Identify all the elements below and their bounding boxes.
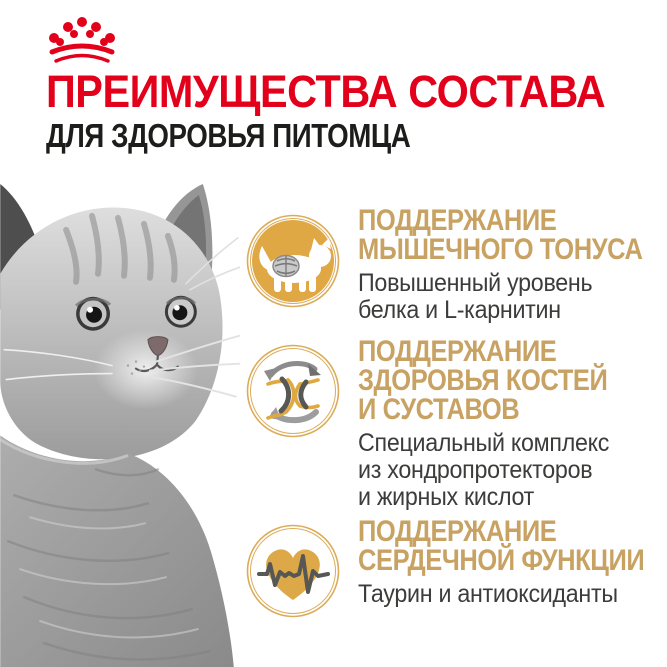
benefit-heading <box>358 335 608 426</box>
benefit-heading <box>358 204 643 266</box>
benefit-heading <box>358 515 645 577</box>
benefit-muscle-tone <box>246 206 646 324</box>
benefit-body-line: из хондропротекторов <box>358 456 593 484</box>
benefit-heading-line: СЕРДЕЧНОЙ ФУНКЦИИ <box>358 544 645 577</box>
benefit-heart-function <box>246 517 646 608</box>
benefit-body-line: Таурин и антиоксиданты <box>358 580 618 608</box>
benefit-body-line: белка и L-карнитин <box>358 296 561 324</box>
benefit-body <box>358 270 626 324</box>
benefit-heading-line: ЗДОРОВЬЯ КОСТЕЙ <box>358 364 608 397</box>
benefit-body <box>358 581 626 608</box>
benefit-body-line: и жирных кислот <box>358 483 535 511</box>
royal-canin-crown-icon <box>44 13 120 65</box>
benefit-heading-line: ПОДДЕРЖАНИЕ <box>358 204 557 237</box>
muscle-tone-icon <box>246 214 340 308</box>
gray-cat-photo <box>0 178 240 667</box>
page-title: ПРЕИМУЩЕСТВА СОСТАВА <box>46 66 606 117</box>
benefit-heading-line: ПОДДЕРЖАНИЕ <box>358 515 557 548</box>
benefit-heading-line: МЫШЕЧНОГО ТОНУСА <box>358 233 643 266</box>
benefit-body-line: Повышенный уровень <box>358 269 593 297</box>
benefit-heading-line: ПОДДЕРЖАНИЕ <box>358 335 557 368</box>
benefit-body <box>358 430 626 511</box>
bone-joint-icon <box>246 344 340 438</box>
benefit-bone-joint <box>246 337 646 511</box>
benefit-heading-line: И СУСТАВОВ <box>358 393 520 426</box>
page-subtitle: ДЛЯ ЗДОРОВЬЯ ПИТОМЦА <box>46 117 411 154</box>
heart-function-icon <box>246 524 340 618</box>
benefit-body-line: Специальный комплекс <box>358 429 610 457</box>
